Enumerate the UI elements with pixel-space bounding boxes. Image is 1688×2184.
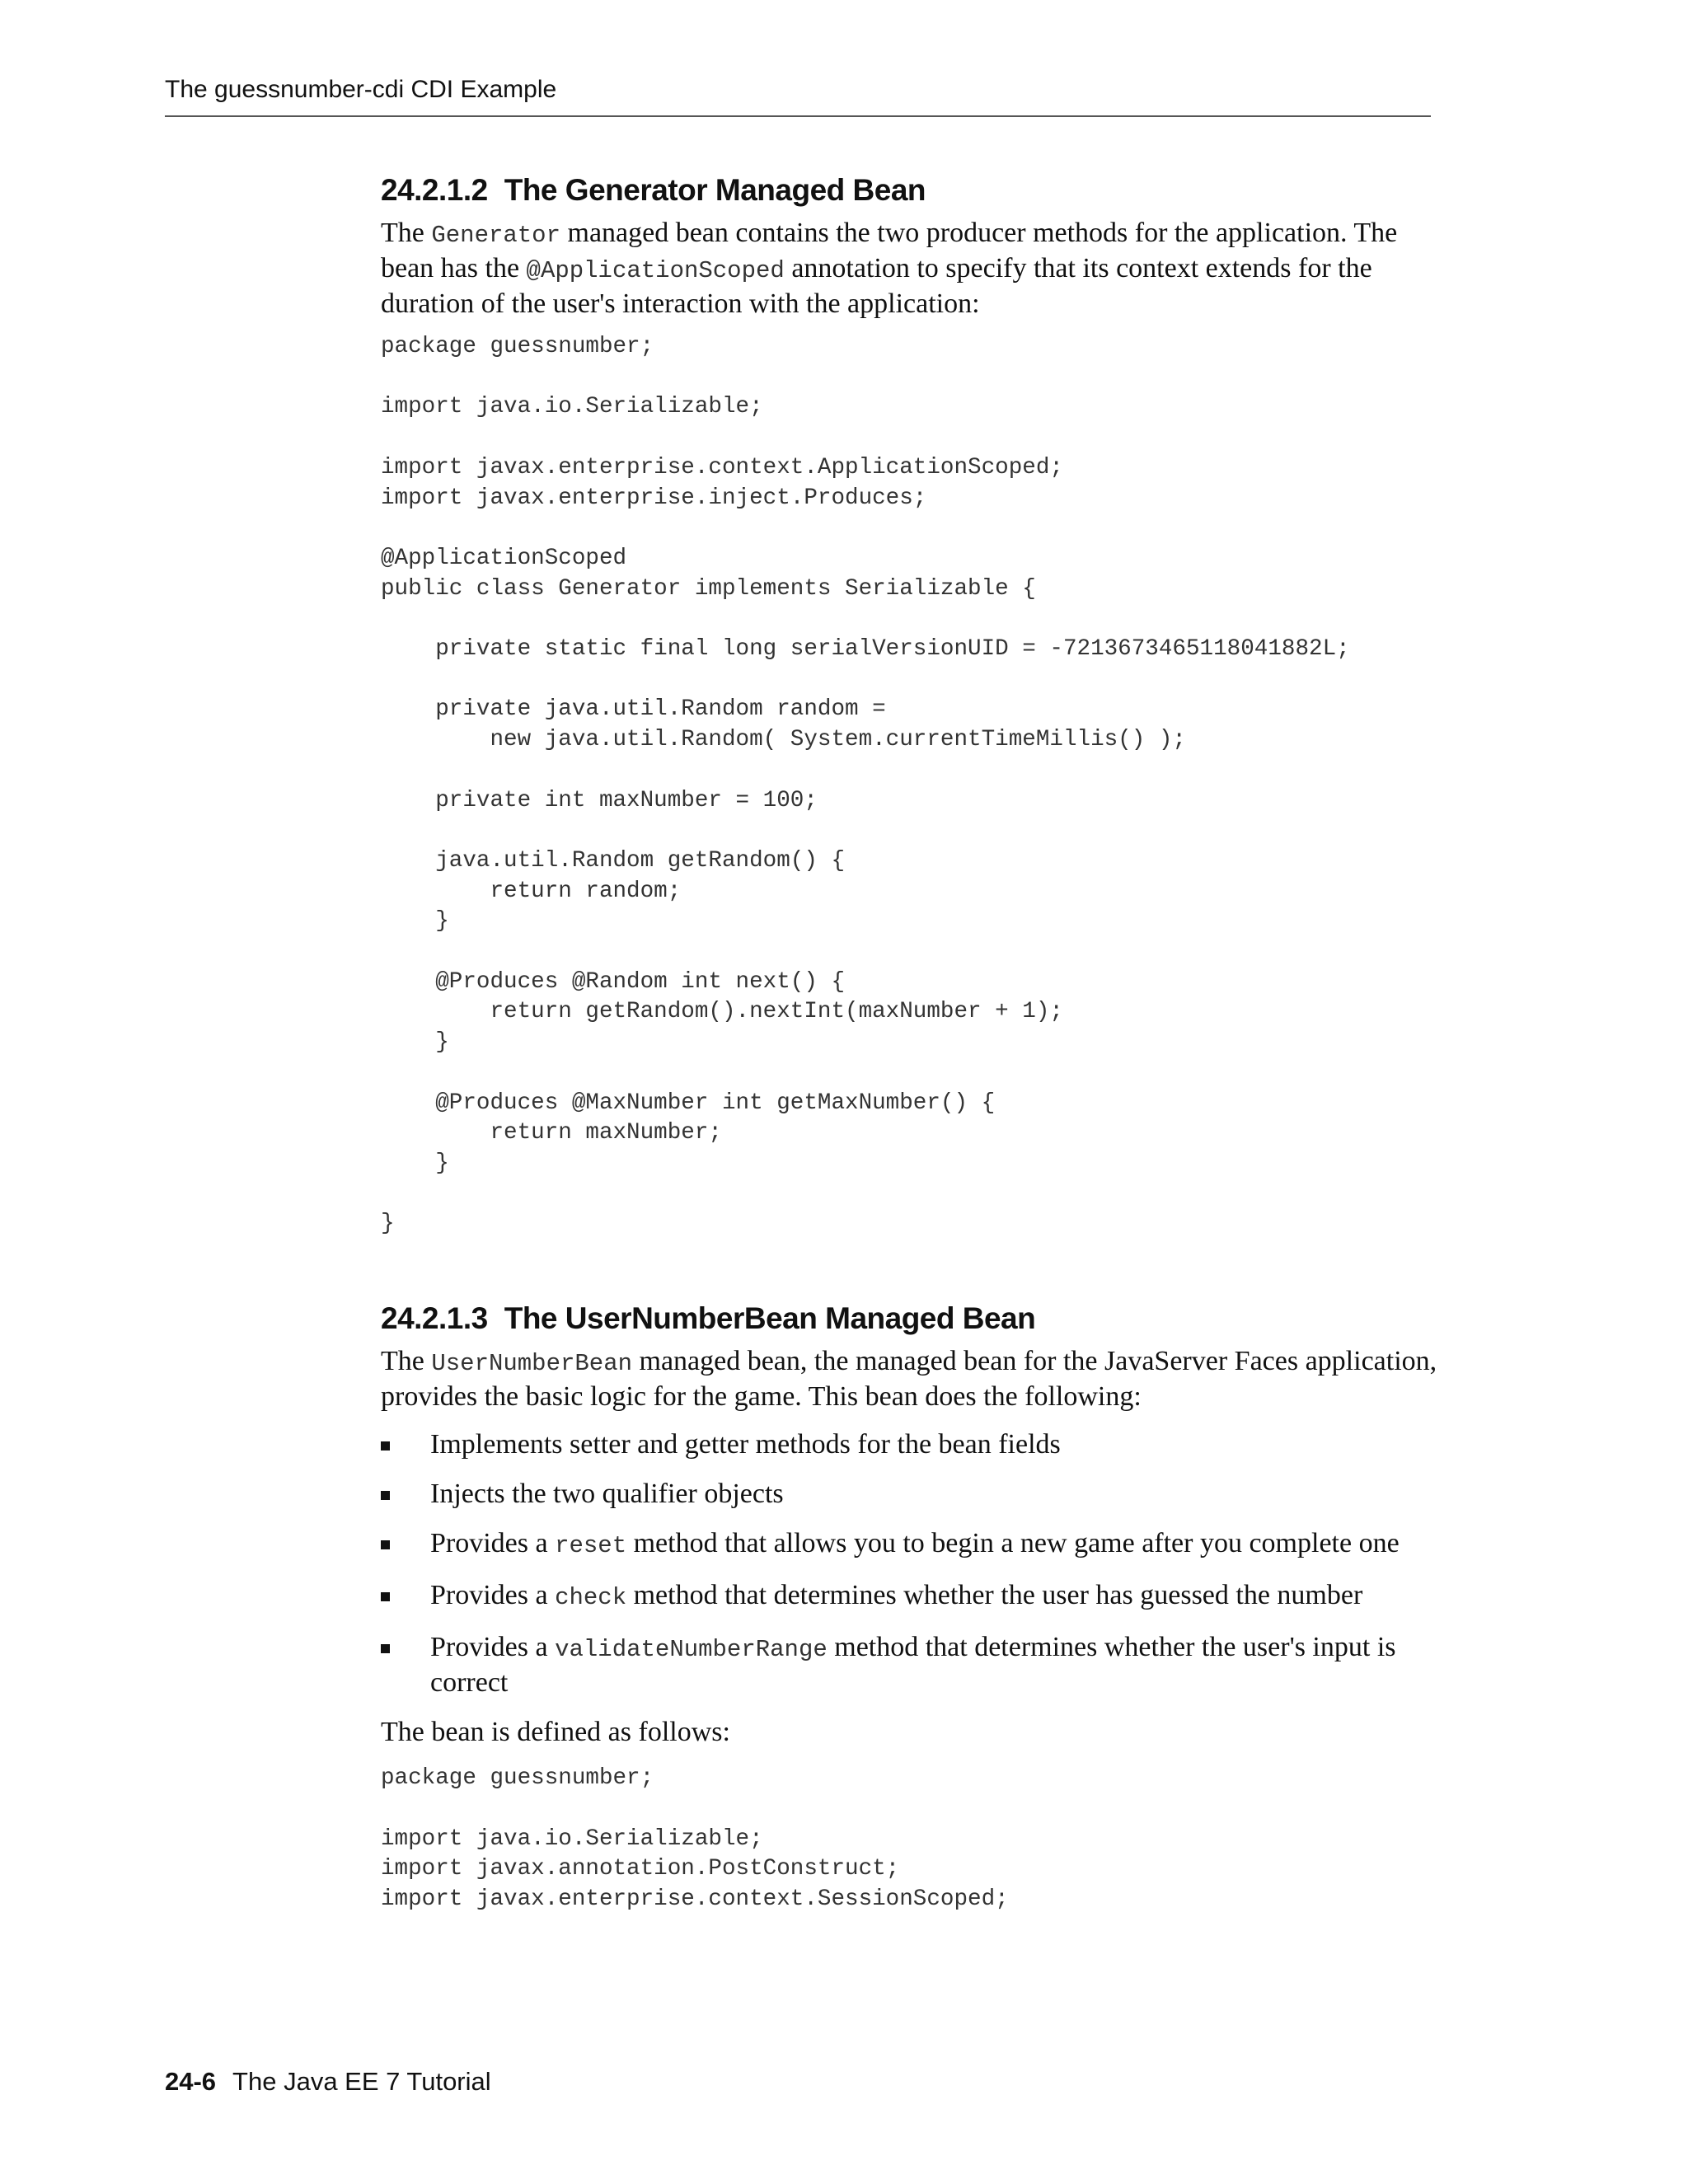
section-heading-generator (381, 169, 1444, 212)
generator-code-listing: package guessnumber; import java.io.Serializable; import javax.enterprise.context.ApplicationScoped; import javax.enterprise.inject.Produces; @ApplicationScoped public class Generator implements Serializable { private static final long serialVersionUID = -7213673465118041882L; private java.util.Random random = new java.util.Random( System.currentTimeMillis() ); private int maxNumber = 100; java.util.Random getRandom() { return random; } @Produces @Random int next() { return getRandom().nextInt(maxNumber + 1); } @Produces @MaxNumber int getMaxNumber() { return maxNumber; } } (381, 334, 1350, 1237)
list-item (381, 1428, 1444, 1461)
book-title: The Java EE 7 Tutorial (232, 2067, 491, 2096)
text-run: managed bean contains the two producer methods for the application. The bean has the (381, 218, 1398, 284)
list-item (381, 1579, 1444, 1615)
text-run: The (381, 1346, 432, 1377)
text-run: method that determines whether the user's input is correct (430, 1632, 1396, 1699)
text-run: managed bean, the managed bean for the JavaServer Faces application, provides the basic logic for the game. This bean does the following: (381, 1346, 1437, 1413)
bullet-icon (381, 1644, 390, 1653)
closing-sentence: The bean is defined as follows: (381, 1717, 730, 1748)
list-item (381, 1527, 1444, 1563)
list-item-text (430, 1527, 1444, 1563)
list-item-text (430, 1631, 1444, 1699)
list-item-text (430, 1478, 1444, 1511)
text-run: The (381, 218, 432, 248)
generator-description (381, 217, 1444, 321)
text-run: Implements setter and getter methods for the bean fields (430, 1429, 1061, 1460)
usernumberbean-description (381, 1345, 1444, 1413)
running-header: The guessnumber-cdi CDI Example (165, 76, 557, 103)
list-item-text (430, 1579, 1444, 1615)
section-number: 24.2.1.3 (381, 1301, 488, 1336)
inline-code: reset (555, 1532, 627, 1560)
text-run: Provides a (430, 1632, 556, 1663)
text-run: method that determines whether the user has guessed the number (626, 1580, 1363, 1611)
section-heading-usernumberbean (381, 1297, 1444, 1340)
inline-code: Generator (431, 222, 560, 249)
text-run: Provides a (430, 1528, 556, 1559)
section-title: The UserNumberBean Managed Bean (504, 1301, 1036, 1336)
inline-code: @ApplicationScoped (526, 257, 785, 284)
bullet-icon (381, 1491, 390, 1500)
text-run: Provides a (430, 1580, 556, 1611)
list-item-text (430, 1428, 1444, 1461)
inline-code: validateNumberRange (555, 1636, 828, 1664)
page-number: 24-6 (165, 2067, 217, 2096)
inline-code: check (555, 1584, 627, 1612)
list-item (381, 1631, 1444, 1699)
page-content (381, 169, 1444, 1915)
bullet-icon (381, 1441, 390, 1451)
section-number: 24.2.1.2 (381, 173, 488, 207)
text-run: method that allows you to begin a new game after you complete one (626, 1528, 1400, 1559)
usernumberbean-code-listing: package guessnumber; import java.io.Serializable; import javax.annotation.PostConstruct; import javax.enterprise.context.SessionScoped; (381, 1765, 1009, 1912)
bullet-icon (381, 1592, 390, 1601)
feature-list (381, 1428, 1444, 1699)
text-run: Injects the two qualifier objects (430, 1479, 784, 1510)
header-rule (165, 115, 1431, 117)
section-title: The Generator Managed Bean (504, 173, 926, 207)
page-footer (165, 2067, 491, 2097)
bullet-icon (381, 1540, 390, 1549)
text-run: annotation to specify that its context extends for the duration of the user's interaction with the application: (381, 253, 1372, 319)
inline-code: UserNumberBean (431, 1350, 632, 1378)
list-item (381, 1478, 1444, 1511)
